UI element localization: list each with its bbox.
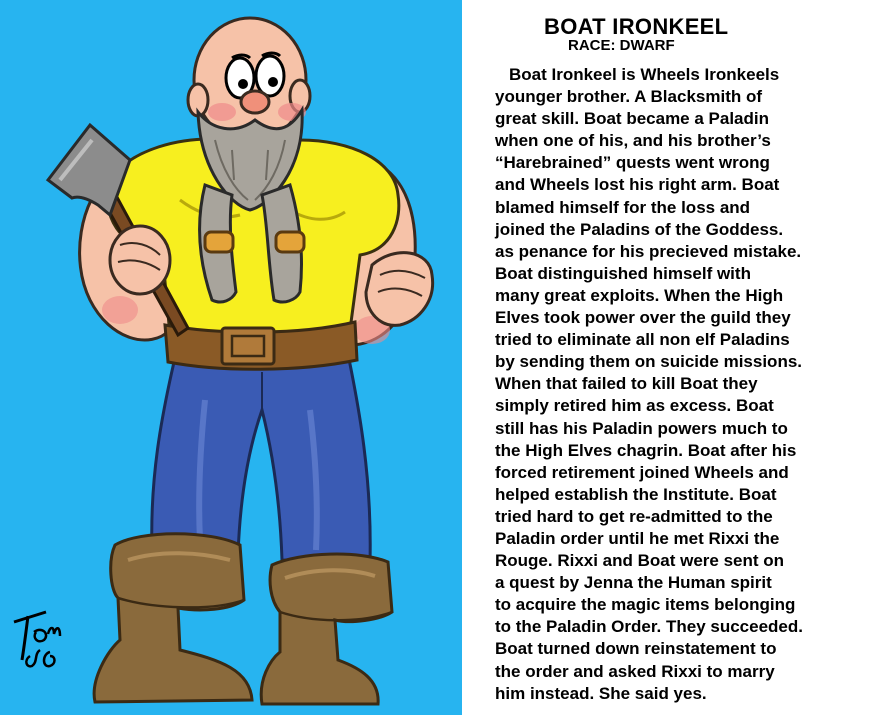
bio-line: still has his Paladin powers much to [495,418,788,438]
bio-line: great skill. Boat became a Paladin [495,109,770,129]
bio-line: blamed himself for the loss and [495,197,751,217]
bio-line: Elves took power over the guild they [495,308,791,328]
bio-line: Boat distinguished himself with [495,263,751,283]
bio-line: simply retired him as excess. Boat [495,396,774,416]
right-fist [366,253,433,326]
bio-line: him instead. She said yes. [495,683,707,703]
bio-line: to the Paladin Order. They succeeded. [495,617,803,637]
bio-line: to acquire the magic items belonging [495,595,796,615]
bio-line: and Wheels lost his right arm. Boat [495,175,780,195]
bio-line: younger brother. A Blacksmith of [495,87,763,107]
bio-line: tried hard to get re-admitted to the [495,506,773,526]
bio-line: the High Elves chagrin. Boat after his [495,440,797,460]
bio-line: as penance for his precieved mistake. [495,241,802,261]
bio-line: tried to eliminate all non elf Paladins [495,330,790,350]
bio-line: a quest by Jenna the Human spirit [495,573,772,593]
artist-signature [14,612,60,666]
pants [152,340,370,562]
right-boot [261,554,392,704]
bio-line: Boat Ironkeel is Wheels Ironkeels [509,65,780,84]
bio-line: joined the Paladins of the Goddess. [495,219,784,239]
bio-line: forced retirement joined Wheels and [495,462,789,482]
character-bio-panel [462,0,886,715]
bio-line: many great exploits. When the High [495,285,784,305]
bio-line: helped establish the Institute. Boat [495,484,777,504]
bio-line: “Harebrained” quests went wrong [495,153,770,173]
character-biography [495,64,883,705]
bio-line: by sending them on suicide missions. [495,352,803,372]
bio-line: Paladin order until he met Rixxi the [495,528,780,548]
belt [165,322,357,369]
bio-line: the order and asked Rixxi to marry [495,661,775,681]
character-name: BOAT IRONKEEL [544,14,729,39]
bio-line: When that failed to kill Boat they [495,374,758,394]
bio-line: Rouge. Rixxi and Boat were sent on [495,551,785,571]
bio-line: when one of his, and his brother’s [495,131,771,151]
left-boot [94,534,252,702]
left-hand [110,226,170,294]
character-race: RACE: DWARF [568,37,675,54]
bio-line: Boat turned down reinstatement to [495,639,777,659]
